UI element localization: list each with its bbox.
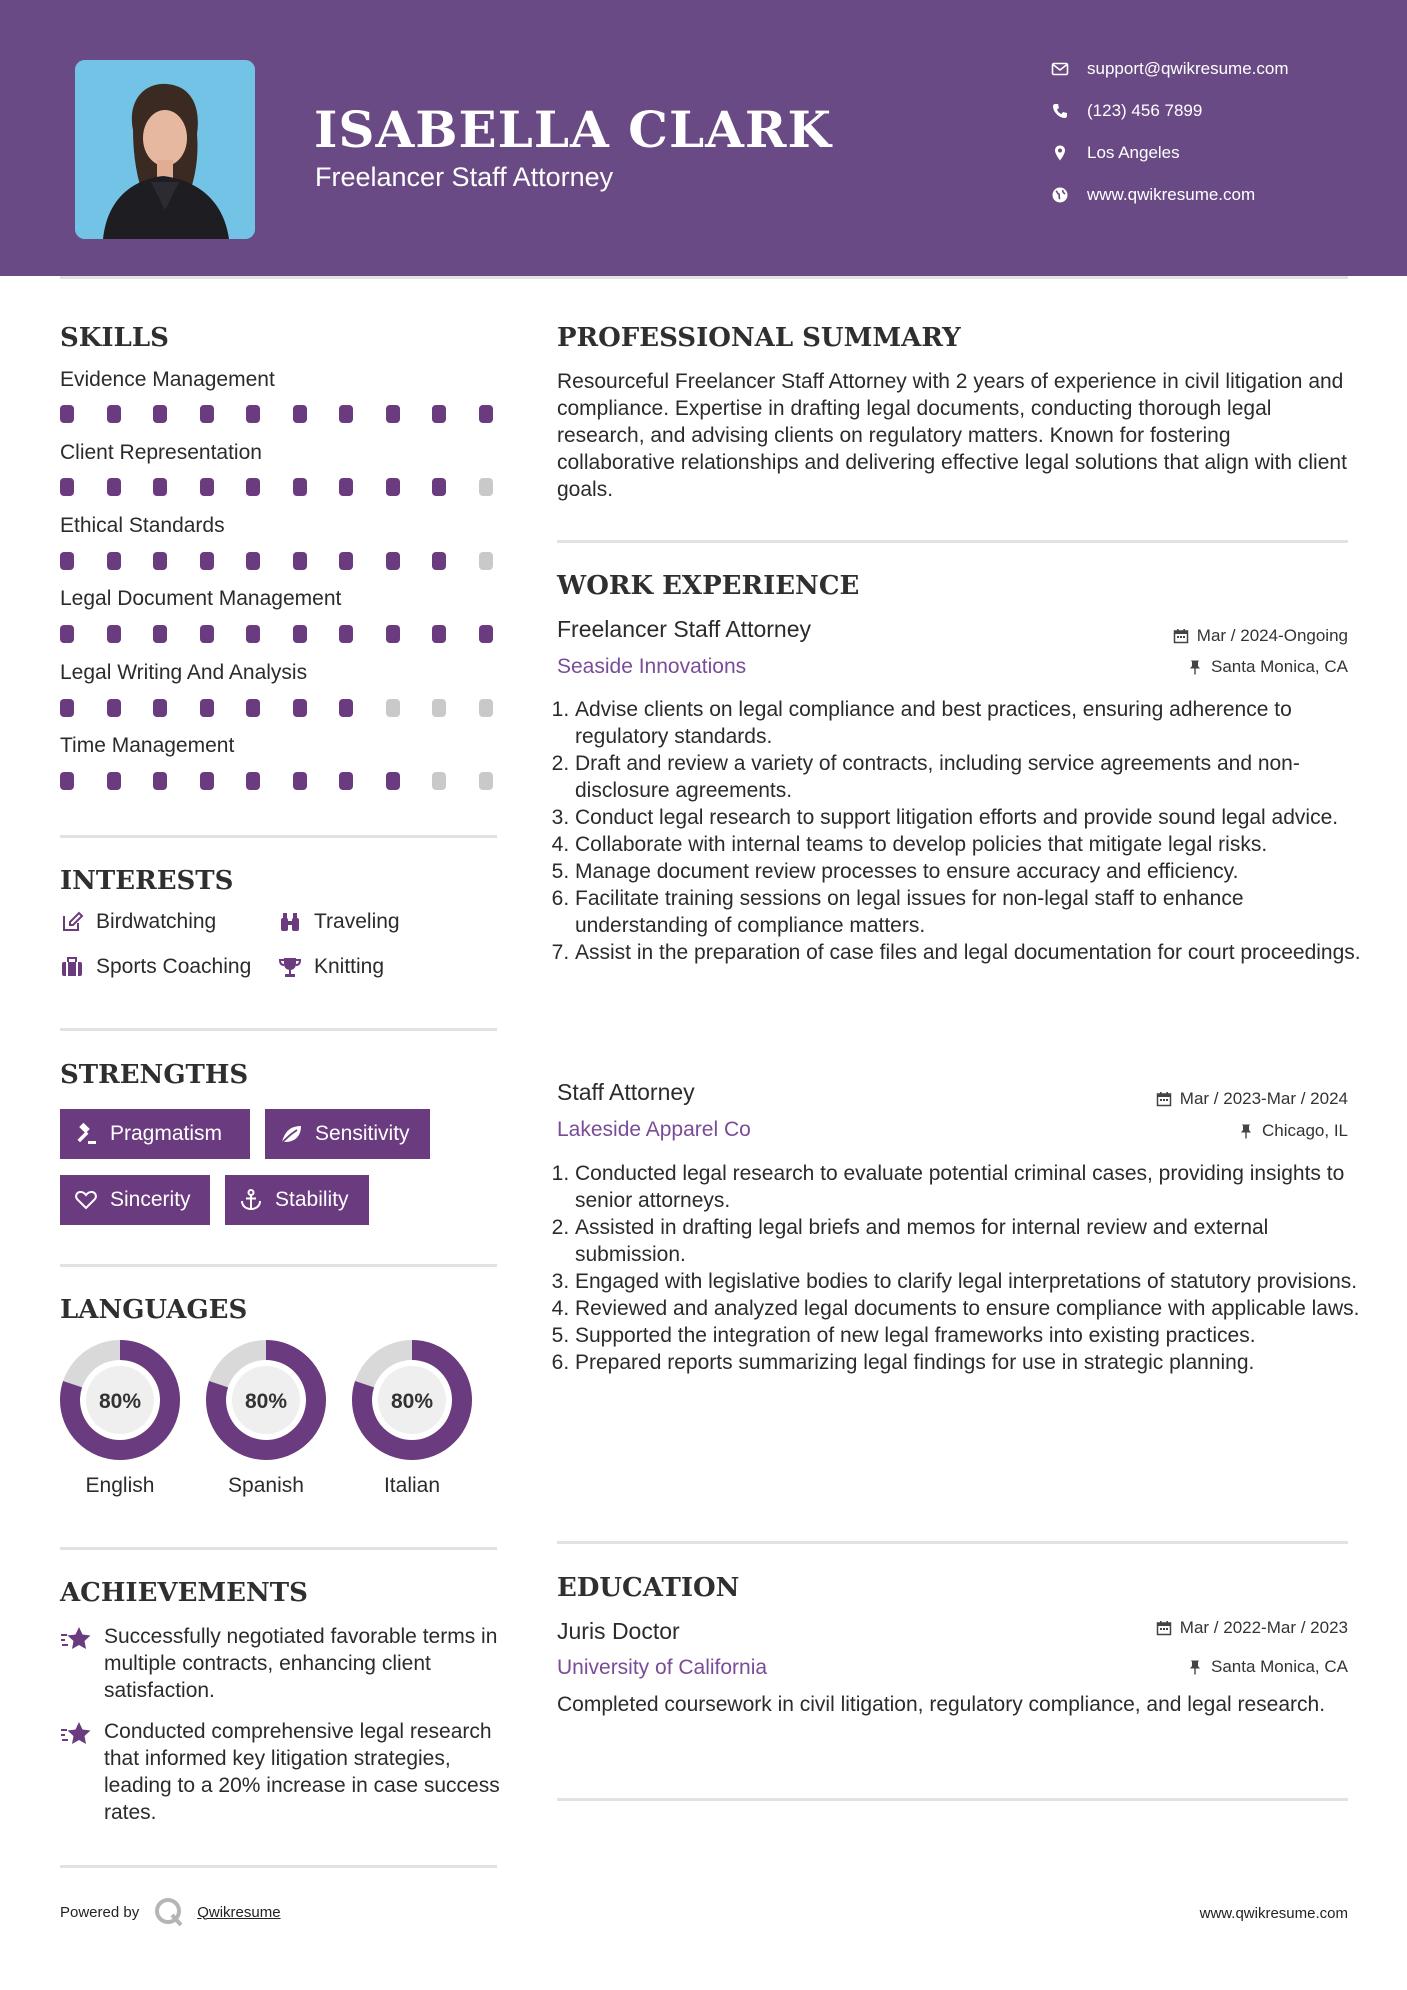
duty-item: 4. Collaborate with internal teams to develop policies that mitigate legal risks. [575, 831, 1366, 858]
duty-item: 1. Advise clients on legal compliance and best practices, ensuring adherence to regulatory standards. [575, 696, 1366, 750]
duty-item: 3. Conduct legal research to support litigation efforts and provide sound legal advice. [575, 804, 1366, 831]
skill-dot-filled [246, 552, 260, 570]
strength-chip [60, 1109, 250, 1159]
skill-dot-filled [479, 405, 493, 423]
skill-dot-filled [293, 405, 307, 423]
globe-icon [1051, 186, 1069, 204]
skill-dot-filled [246, 699, 260, 717]
skill-dot-filled [107, 699, 121, 717]
contact-website[interactable] [1051, 180, 1255, 210]
skill-dot-filled [293, 772, 307, 790]
job-dates [1173, 626, 1348, 646]
skill-dot-filled [60, 699, 74, 717]
achievement-text: Successfully negotiated favorable terms in multiple contracts, enhancing client satisfaction. [104, 1625, 498, 1702]
job-company: Seaside Innovations [557, 655, 747, 678]
strength-chip [60, 1175, 210, 1225]
skill-rating [60, 625, 497, 645]
skill-dot-filled [153, 699, 167, 717]
skill-dot-filled [386, 405, 400, 423]
interest-item [60, 910, 216, 934]
section-divider [60, 1865, 497, 1868]
contact-location-text: Los Angeles [1087, 143, 1180, 162]
candidate-title: Freelancer Staff Attorney [315, 162, 614, 192]
interest-item [278, 910, 400, 934]
skill-dot-empty [479, 772, 493, 790]
footer-powered-by [60, 1896, 281, 1928]
pushpin-icon [1187, 659, 1203, 675]
skill-dot-empty [432, 772, 446, 790]
language-ring [204, 1338, 328, 1462]
skill-rating [60, 478, 497, 498]
contact-location [1051, 138, 1180, 168]
skill-dot-filled [386, 625, 400, 643]
skill-dot-filled [200, 405, 214, 423]
skill-rating [60, 552, 497, 572]
section-divider [557, 1541, 1348, 1544]
skill-dot-filled [200, 772, 214, 790]
contact-phone-text: (123) 456 7899 [1087, 101, 1203, 120]
strengths-heading: STRENGTHS [60, 1060, 249, 1090]
skill-dot-filled [153, 772, 167, 790]
skill-dot-filled [339, 699, 353, 717]
calendar-icon [1173, 628, 1189, 644]
contact-website-text: www.qwikresume.com [1087, 185, 1256, 204]
duty-item: 2. Assisted in drafting legal briefs and memos for internal review and external submission. [575, 1214, 1366, 1268]
skill-dot-filled [107, 625, 121, 643]
language-name: Italian [383, 1474, 441, 1497]
pencil-square-icon [60, 910, 84, 934]
skill-dot-filled [339, 625, 353, 643]
powered-by-label: Powered by [60, 1903, 140, 1921]
education-location [1187, 1657, 1348, 1677]
interest-label: Knitting [314, 955, 385, 978]
job-dates-text: Mar / 2023-Mar / 2024 [1179, 1089, 1348, 1108]
skill-rating [60, 772, 497, 792]
section-divider [557, 540, 1348, 543]
skill-dot-filled [107, 772, 121, 790]
skill-dot-filled [386, 552, 400, 570]
skill-dot-empty [432, 699, 446, 717]
skill-name: Ethical Standards [60, 514, 225, 537]
achievements-heading: ACHIEVEMENTS [60, 1578, 308, 1608]
skills-heading: SKILLS [60, 323, 169, 353]
footer-website[interactable]: www.qwikresume.com [1199, 1905, 1348, 1922]
job-location [1238, 1121, 1348, 1141]
interest-item [278, 955, 384, 979]
language-ring [350, 1338, 474, 1462]
skill-dot-filled [293, 478, 307, 496]
education-description: Completed coursework in civil litigation, regulatory compliance, and legal research. [557, 1693, 1326, 1716]
section-divider [60, 835, 497, 838]
education-degree: Juris Doctor [557, 1618, 680, 1644]
skill-dot-filled [246, 772, 260, 790]
summary-heading: PROFESSIONAL SUMMARY [557, 323, 961, 353]
skill-dot-empty [479, 478, 493, 496]
section-divider [60, 1264, 497, 1267]
duty-item: 5. Supported the integration of new legal frameworks into existing practices. [575, 1322, 1366, 1349]
duty-item: 2. Draft and review a variety of contracts, including service agreements and non-disclosure agreements. [575, 750, 1366, 804]
duty-item: 4. Reviewed and analyzed legal documents to ensure compliance with applicable laws. [575, 1295, 1366, 1322]
star-achievement-icon [60, 1625, 92, 1653]
skill-dot-filled [200, 552, 214, 570]
trophy-icon [278, 955, 302, 979]
strength-label: Stability [275, 1188, 349, 1211]
job-role: Freelancer Staff Attorney [557, 616, 811, 642]
anchor-icon [239, 1188, 263, 1212]
education-dates [1156, 1618, 1348, 1638]
skill-dot-filled [60, 478, 74, 496]
skill-dot-filled [432, 478, 446, 496]
briefcase-icon [60, 955, 84, 979]
strength-label: Sensitivity [315, 1122, 410, 1145]
skill-dot-filled [293, 625, 307, 643]
skill-dot-filled [153, 405, 167, 423]
skill-dot-filled [200, 699, 214, 717]
star-achievement-icon [60, 1720, 92, 1748]
skill-dot-filled [479, 625, 493, 643]
job-duties [557, 696, 1366, 966]
skill-dot-filled [386, 478, 400, 496]
skill-dot-filled [293, 552, 307, 570]
profile-photo [75, 60, 255, 239]
interest-label: Traveling [314, 910, 400, 933]
strength-label: Pragmatism [110, 1122, 223, 1145]
skill-dot-filled [339, 552, 353, 570]
duty-item: 7. Assist in the preparation of case files and legal documentation for court proceedings. [575, 939, 1366, 966]
duty-item: 3. Engaged with legislative bodies to clarify legal interpretations of statutory provisions. [575, 1268, 1366, 1295]
section-divider [60, 1547, 497, 1550]
strength-chip [225, 1175, 369, 1225]
phone-icon [1051, 102, 1069, 120]
language-name: Spanish [228, 1474, 304, 1497]
language-percent: 80% [98, 1390, 142, 1413]
duty-item: 5. Manage document review processes to ensure accuracy and efficiency. [575, 858, 1366, 885]
map-pin-icon [1051, 144, 1069, 162]
header-divider [60, 276, 1348, 279]
skill-dot-filled [246, 478, 260, 496]
skill-dot-empty [386, 699, 400, 717]
languages-heading: LANGUAGES [60, 1295, 248, 1325]
job-dates-text: Mar / 2024-Ongoing [1196, 626, 1348, 645]
skill-dot-filled [153, 552, 167, 570]
skill-dot-filled [60, 405, 74, 423]
section-divider [557, 1798, 1348, 1801]
education-heading: EDUCATION [557, 1573, 740, 1603]
leaf-icon [279, 1122, 303, 1146]
section-divider [60, 1028, 497, 1031]
skill-dot-filled [153, 478, 167, 496]
envelope-icon [1051, 60, 1069, 78]
skill-dot-empty [479, 699, 493, 717]
interests-heading: INTERESTS [60, 866, 234, 896]
strength-chip [265, 1109, 430, 1159]
duty-item: 1. Conducted legal research to evaluate potential criminal cases, providing insights to senior attorneys. [575, 1160, 1366, 1214]
duty-item: 6. Facilitate training sessions on legal issues for non-legal staff to enhance understanding of compliance matters. [575, 885, 1366, 939]
skill-dot-filled [107, 405, 121, 423]
skill-dot-filled [107, 552, 121, 570]
skill-dot-filled [246, 405, 260, 423]
skill-dot-filled [432, 405, 446, 423]
job-location [1187, 657, 1348, 677]
heart-icon [74, 1188, 98, 1212]
skill-dot-filled [339, 772, 353, 790]
strength-label: Sincerity [110, 1188, 191, 1211]
interest-label: Sports Coaching [96, 955, 252, 978]
skill-dot-filled [432, 625, 446, 643]
calendar-icon [1156, 1091, 1172, 1107]
skill-dot-filled [293, 699, 307, 717]
job-duties [557, 1160, 1366, 1376]
skill-name: Client Representation [60, 441, 262, 464]
resume-header [0, 0, 1407, 276]
person-portrait-icon [75, 60, 255, 239]
contact-email[interactable] [1051, 54, 1289, 84]
skill-name: Legal Writing And Analysis [60, 661, 308, 684]
skill-dot-filled [246, 625, 260, 643]
achievement-item [60, 1623, 500, 1704]
language-ring [58, 1338, 182, 1462]
skill-dot-empty [479, 552, 493, 570]
binoculars-icon [278, 910, 302, 934]
job-company: Lakeside Apparel Co [557, 1118, 751, 1141]
skill-dot-filled [200, 478, 214, 496]
duty-item: 6. Prepared reports summarizing legal findings for use in strategic planning. [575, 1349, 1366, 1376]
contact-email-text: support@qwikresume.com [1087, 59, 1289, 78]
experience-heading: WORK EXPERIENCE [557, 571, 860, 601]
skill-name: Legal Document Management [60, 587, 342, 610]
candidate-name: ISABELLA CLARK [314, 100, 832, 159]
contact-phone[interactable] [1051, 96, 1202, 126]
language-percent: 80% [390, 1390, 434, 1413]
skill-dot-filled [432, 552, 446, 570]
qwikresume-logo-icon [153, 1896, 185, 1928]
gavel-icon [74, 1122, 98, 1146]
skill-dot-filled [153, 625, 167, 643]
skill-dot-filled [200, 625, 214, 643]
job-role: Staff Attorney [557, 1079, 695, 1105]
education-school: University of California [557, 1656, 768, 1679]
skill-dot-filled [60, 772, 74, 790]
language-percent: 80% [244, 1390, 288, 1413]
skill-name: Time Management [60, 734, 235, 757]
skill-rating [60, 405, 497, 425]
education-location-text: Santa Monica, CA [1210, 1657, 1348, 1676]
skill-dot-filled [339, 478, 353, 496]
achievement-item [60, 1718, 500, 1826]
qwikresume-link[interactable]: Qwikresume [197, 1903, 281, 1921]
skill-name: Evidence Management [60, 368, 275, 391]
skill-dot-filled [339, 405, 353, 423]
pushpin-icon [1238, 1123, 1254, 1139]
education-dates-text: Mar / 2022-Mar / 2023 [1179, 1618, 1348, 1637]
skill-rating [60, 699, 497, 719]
skill-dot-filled [386, 772, 400, 790]
skill-dot-filled [107, 478, 121, 496]
interest-label: Birdwatching [96, 910, 217, 933]
interest-item [60, 955, 251, 979]
job-location-text: Chicago, IL [1262, 1121, 1348, 1140]
job-dates [1156, 1089, 1348, 1109]
skill-dot-filled [60, 625, 74, 643]
job-location-text: Santa Monica, CA [1210, 657, 1348, 676]
skill-dot-filled [60, 552, 74, 570]
summary-text: Resourceful Freelancer Staff Attorney with 2 years of experience in civil litigation and compliance. Expertise in drafting legal documents, conducting thorough legal research, and advising clients on regulatory matters. Known for fostering collaborative relationships and delivering effective legal solutions that align with client goals. [557, 370, 1347, 501]
calendar-icon [1156, 1620, 1172, 1636]
pushpin-icon [1187, 1659, 1203, 1675]
achievement-text: Conducted comprehensive legal research that informed key litigation strategies, leading to a 20% increase in case success rates. [104, 1720, 500, 1824]
language-name: English [85, 1474, 155, 1497]
